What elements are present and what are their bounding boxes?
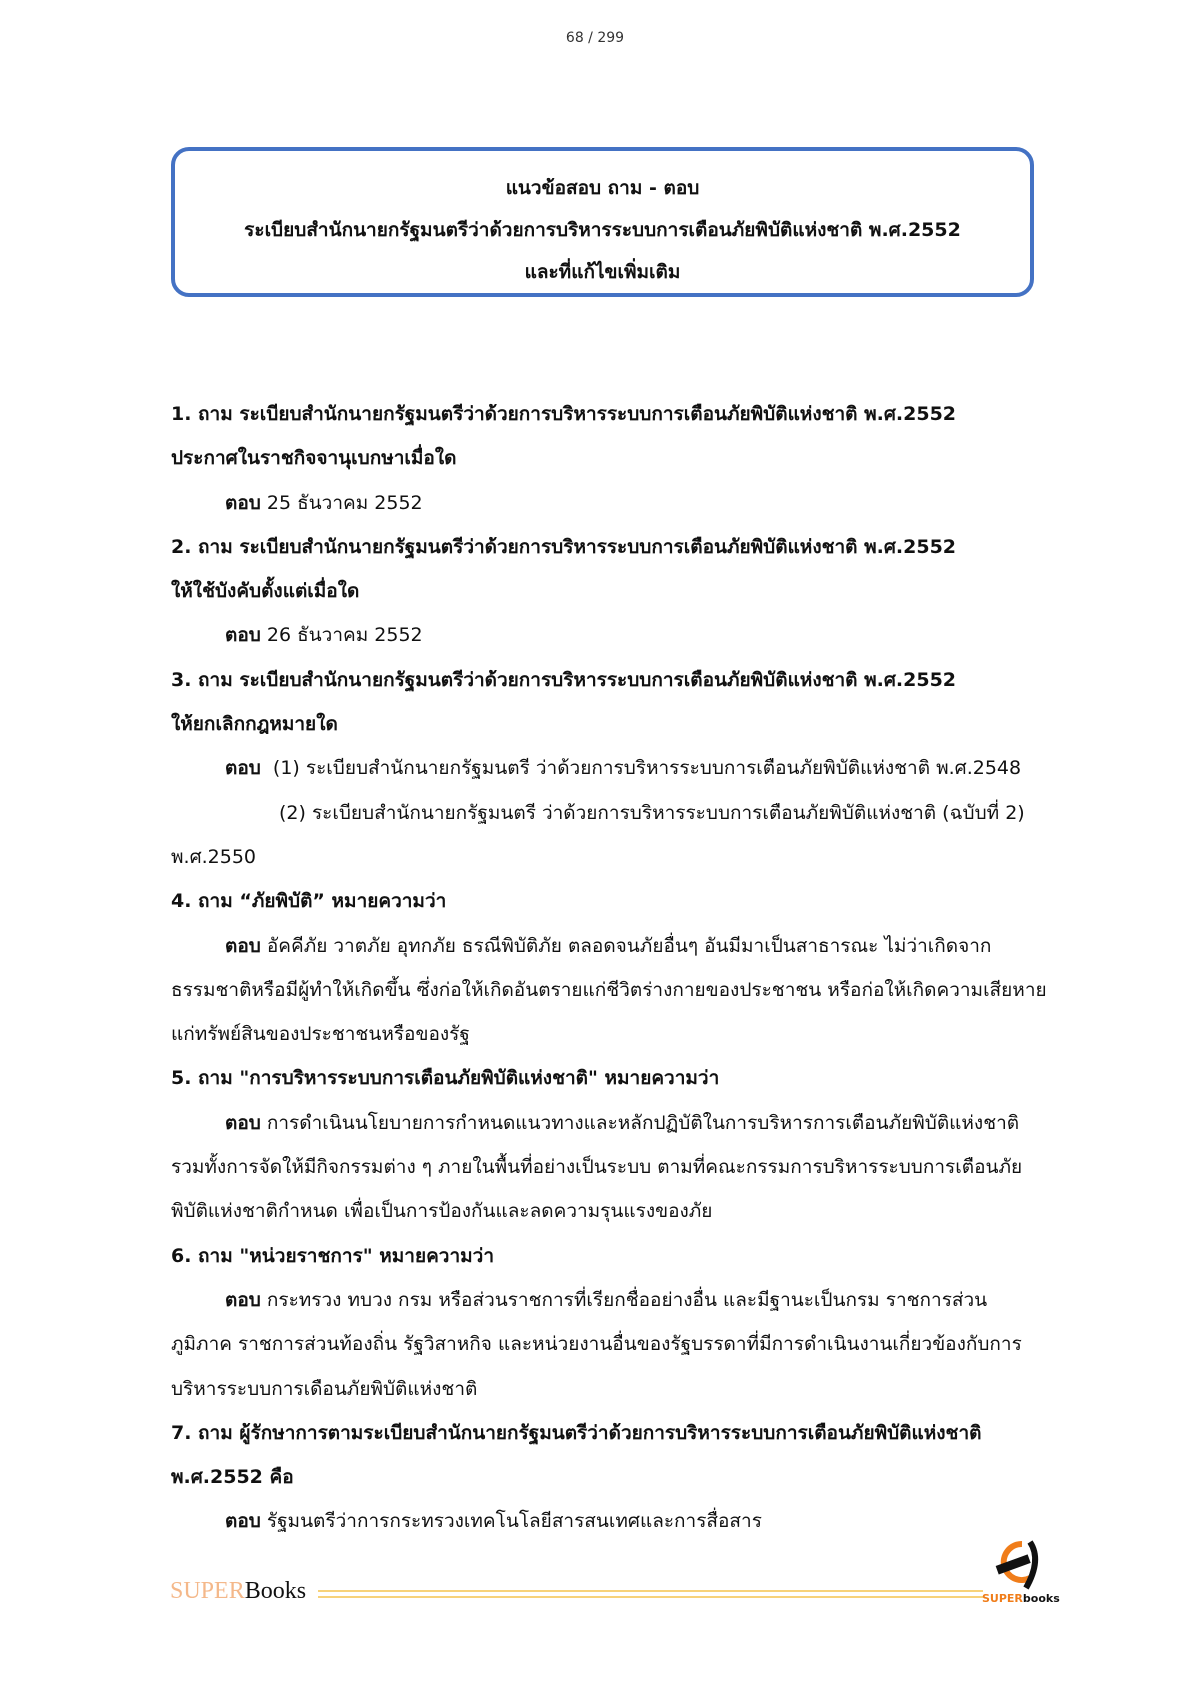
answer-text: (1) ระเบียบสำนักนายกรัฐมนตรี ว่าด้วยการบริหารระบบการเตือนภัยพิบัติแห่งชาติ พ.ศ.2548	[272, 757, 1022, 780]
answer-text: อัคคีภัย วาตภัย อุทกภัย ธรณีพิบัติภัย ตลอดจนภัยอื่นๆ อันมีมาเป็นสาธารณะ ไม่ว่าเกิดจาก	[266, 934, 992, 957]
page-indicator: 68 / 299	[565, 30, 625, 46]
answer-4-line-2: ธรรมชาติหรือมีผู้ทำให้เกิดขึ้น ซึ่งก่อให้เกิดอันตรายแก่ชีวิตร่างกายของประชาชน หรือก่อให้เกิดความเสียหาย	[171, 978, 1047, 1001]
question-2: 2. ถาม ระเบียบสำนักนายกรัฐมนตรีว่าด้วยการบริหารระบบการเตือนภัยพิบัติแห่งชาติ พ.ศ.2552	[171, 535, 957, 558]
title-line-1: แนวข้อสอบ ถาม - ตอบ	[505, 177, 700, 199]
answer-2	[171, 613, 1081, 657]
question-1: 1. ถาม ระเบียบสำนักนายกรัฐมนตรีว่าด้วยการบริหารระบบการเตือนภัยพิบัติแห่งชาติ พ.ศ.2552	[171, 403, 957, 425]
swoosh-logo-icon	[982, 1538, 1052, 1592]
answer-4	[171, 924, 1081, 968]
answer-label: ตอบ	[225, 1288, 261, 1311]
question-1-cont: ประกาศในราชกิจจานุเบกษาเมื่อใด	[171, 447, 457, 470]
logo-text	[982, 1592, 1060, 1605]
question-5: 5. ถาม "การบริหารระบบการเตือนภัยพิบัติแห่งชาติ" หมายความว่า	[171, 1067, 720, 1090]
superbooks-logo	[982, 1538, 1060, 1612]
answer-text: 26 ธันวาคม 2552	[266, 624, 423, 647]
answer-label: ตอบ	[225, 624, 261, 647]
answer-text: กระทรวง ทบวง กรม หรือส่วนราชการที่เรียกชื่ออย่างอื่น และมีฐานะเป็นกรม ราชการส่วน	[266, 1288, 988, 1311]
answer-3-line-2: (2) ระเบียบสำนักนายกรัฐมนตรี ว่าด้วยการบริหารระบบการเตือนภัยพิบัติแห่งชาติ (ฉบับที่ 2)	[279, 801, 1025, 824]
answer-label: ตอบ	[225, 757, 261, 780]
answer-5-line-3: พิบัติแห่งชาติกำหนด เพื่อเป็นการป้องกันและลดความรุนแรงของภัย	[171, 1200, 713, 1223]
qa-content	[171, 392, 1081, 1544]
answer-1	[171, 481, 1081, 525]
answer-label: ตอบ	[225, 934, 261, 957]
title-box	[171, 147, 1034, 297]
footer-brand	[170, 1578, 306, 1605]
answer-label: ตอบ	[225, 1111, 261, 1134]
answer-3	[171, 746, 1081, 790]
question-7-cont: พ.ศ.2552 คือ	[171, 1466, 294, 1489]
answer-6	[171, 1278, 1081, 1322]
title-line-3: และที่แก้ไขเพิ่มเติม	[524, 261, 681, 283]
answer-3-line-3: พ.ศ.2550	[171, 845, 257, 868]
answer-7	[171, 1499, 1081, 1543]
answer-5-line-2: รวมทั้งการจัดให้มีกิจกรรมต่าง ๆ ภายในพื้นที่อย่างเป็นระบบ ตามที่คณะกรรมการบริหารระบบการเตือนภัย	[171, 1156, 1023, 1179]
question-3: 3. ถาม ระเบียบสำนักนายกรัฐมนตรีว่าด้วยการบริหารระบบการเตือนภัยพิบัติแห่งชาติ พ.ศ.2552	[171, 668, 957, 691]
question-3-cont: ให้ยกเลิกกฎหมายใด	[171, 713, 338, 736]
question-6: 6. ถาม "หน่วยราชการ" หมายความว่า	[171, 1244, 494, 1267]
answer-6-line-3: บริหารระบบการเดือนภัยพิบัติแห่งชาติ	[171, 1377, 478, 1400]
question-4: 4. ถาม “ภัยพิบัติ” หมายความว่า	[171, 890, 447, 913]
answer-5	[171, 1101, 1081, 1145]
brand-books: Books	[244, 1578, 307, 1604]
title-line-2: ระเบียบสำนักนายกรัฐมนตรีว่าด้วยการบริหารระบบการเตือนภัยพิบัติแห่งชาติ พ.ศ.2552	[244, 219, 961, 241]
answer-label: ตอบ	[225, 1510, 261, 1533]
question-2-cont: ให้ใช้บังคับตั้งแต่เมื่อใด	[171, 580, 360, 603]
answer-text: รัฐมนตรีว่าการกระทรวงเทคโนโลยีสารสนเทศและการสื่อสาร	[266, 1510, 762, 1533]
answer-4-line-3: แก่ทรัพย์สินของประชาชนหรือของรัฐ	[171, 1023, 470, 1046]
answer-text: การดำเนินนโยบายการกำหนดแนวทางและหลักปฏิบัติในการบริหารการเตือนภัยพิบัติแห่งชาติ	[266, 1111, 1020, 1134]
logo-books: books	[1022, 1592, 1060, 1605]
footer	[170, 1578, 1060, 1608]
answer-text: 25 ธันวาคม 2552	[266, 491, 423, 514]
answer-label: ตอบ	[225, 491, 261, 514]
brand-super: SUPER	[170, 1578, 245, 1604]
logo-super: SUPER	[982, 1592, 1023, 1605]
answer-6-line-2: ภูมิภาค ราชการส่วนท้องถิ่น รัฐวิสาหกิจ และหน่วยงานอื่นของรัฐบรรดาที่มีการดำเนินงานเกี่ยวข้องกับการ	[171, 1333, 1022, 1356]
footer-rule	[318, 1590, 983, 1598]
question-7: 7. ถาม ผู้รักษาการตามระเบียบสำนักนายกรัฐมนตรีว่าด้วยการบริหารระบบการเตือนภัยพิบัติแห่งชาติ	[171, 1421, 982, 1444]
